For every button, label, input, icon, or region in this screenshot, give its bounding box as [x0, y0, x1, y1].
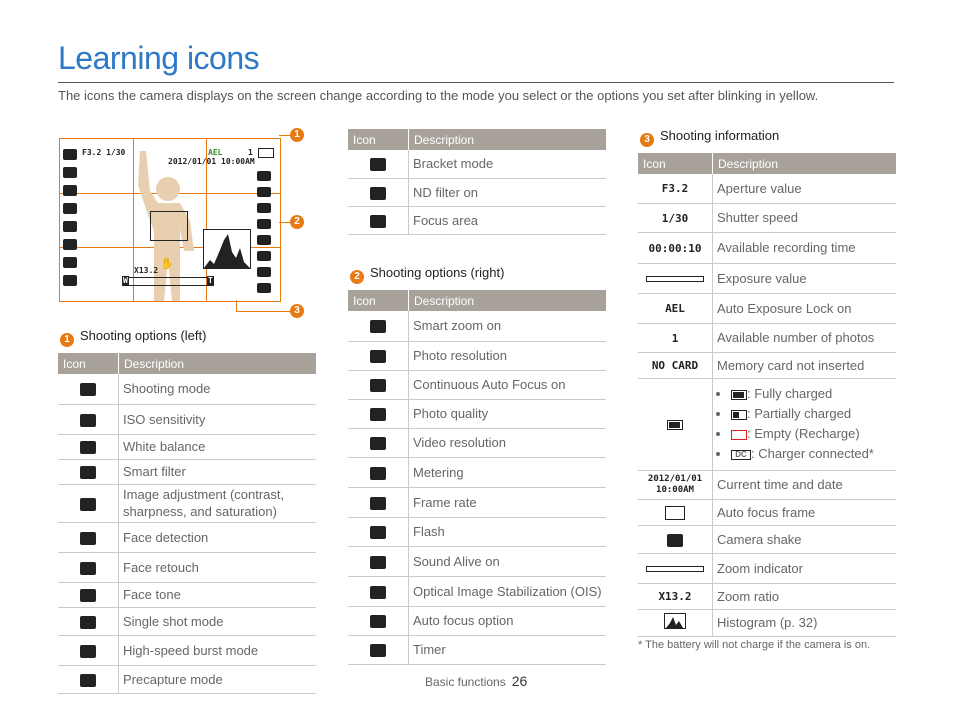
table-left: [58, 353, 316, 694]
icon-cell: [348, 546, 409, 576]
page-title: Learning icons: [58, 40, 260, 76]
table-row: [58, 582, 316, 607]
callout-3: 3: [290, 304, 304, 318]
section-title: Shooting options (left): [80, 328, 207, 343]
icon-cell: [348, 311, 409, 341]
frame-rate-icon: [370, 497, 386, 510]
icon-cell: [58, 404, 119, 434]
screen-photos: 1: [248, 148, 253, 157]
screen-right-icons: [257, 171, 273, 299]
icon-cell: [58, 607, 119, 635]
table-row: [348, 606, 606, 635]
metering-icon: [370, 467, 386, 480]
list-item: [731, 404, 892, 424]
description-cell: Continuous Auto Focus on: [409, 370, 607, 399]
description-cell: Camera shake: [713, 525, 897, 553]
table-top: [348, 129, 606, 235]
screen-aperture-shutter: [82, 148, 125, 157]
camera-screen-diagram: [59, 138, 281, 302]
table-row: [638, 323, 896, 352]
video-resolution-icon: [370, 437, 386, 450]
table-row: [348, 341, 606, 370]
icon-cell: [638, 470, 713, 499]
table-info: [638, 153, 896, 637]
high-speed-burst-icon: [80, 645, 96, 658]
section-number: 3: [640, 133, 654, 147]
icon-label: AEL: [665, 302, 685, 315]
icon-cell: [348, 399, 409, 428]
description-cell: ND filter on: [409, 178, 607, 206]
callout-line: [236, 300, 237, 311]
icon-cell: [58, 665, 119, 693]
screen-zoom-bar: [122, 277, 214, 286]
icon-cell: [348, 206, 409, 234]
shooting-mode-icon: [80, 383, 96, 396]
icon-label: 1: [671, 331, 679, 345]
description-cell: Smart zoom on: [409, 311, 607, 341]
battery-icon: [731, 410, 747, 420]
screen-battery-icon: [258, 148, 274, 158]
caf-icon: [370, 379, 386, 392]
table-row: [348, 399, 606, 428]
focus-area-icon: [370, 215, 386, 228]
callout-line: [236, 311, 291, 312]
icon-cell: [348, 178, 409, 206]
description-cell: Precapture mode: [119, 665, 317, 693]
table-row: [638, 553, 896, 583]
timer-icon: [370, 644, 386, 657]
icon-cell: [638, 203, 713, 232]
table-row: [348, 311, 606, 341]
ois-icon: [370, 586, 386, 599]
table-row: [638, 470, 896, 499]
table-row: [638, 583, 896, 609]
description-cell: Sound Alive on: [409, 546, 607, 576]
icon-cell: [638, 293, 713, 323]
description-cell: Face detection: [119, 522, 317, 552]
icon-cell: [638, 378, 713, 470]
face-tone-icon: [80, 589, 96, 602]
battery-icon: [731, 430, 747, 440]
photo-resolution-icon: [370, 350, 386, 363]
icon-cell: [348, 635, 409, 664]
icon-cell: [348, 150, 409, 178]
list-item: [731, 384, 892, 404]
icon-cell: [638, 263, 713, 293]
table-right: [348, 290, 606, 665]
description-cell: Memory card not inserted: [713, 352, 897, 378]
icon-cell: [58, 522, 119, 552]
icon-cell: [638, 499, 713, 525]
af-option-icon: [370, 615, 386, 628]
description-cell: Available recording time: [713, 232, 897, 263]
description-cell: Zoom ratio: [713, 583, 897, 609]
table-row: [58, 522, 316, 552]
col-icon: Icon: [348, 129, 409, 150]
description-cell: Available number of photos: [713, 323, 897, 352]
icon-cell: [58, 635, 119, 665]
description-cell: High-speed burst mode: [119, 635, 317, 665]
description-cell: Histogram (p. 32): [713, 609, 897, 636]
table-row: [348, 428, 606, 457]
description-cell: Metering: [409, 457, 607, 487]
description-cell: Zoom indicator: [713, 553, 897, 583]
table-row: [348, 178, 606, 206]
icon-cell: [348, 370, 409, 399]
description-cell: Face tone: [119, 582, 317, 607]
table-row: [638, 203, 896, 232]
table-row: [638, 293, 896, 323]
icon-cell: [348, 606, 409, 635]
page-footer: [425, 673, 527, 689]
screen-histogram: [203, 229, 251, 269]
table-row: [58, 635, 316, 665]
description-cell: Bracket mode: [409, 150, 607, 178]
table-row: [348, 457, 606, 487]
description-cell: White balance: [119, 434, 317, 459]
icon-cell: [348, 428, 409, 457]
screen-zoom-w: W: [123, 276, 128, 285]
icon-cell: [638, 553, 713, 583]
description-cell: Face retouch: [119, 552, 317, 582]
battery-status-label: : Charger connected*: [751, 446, 874, 461]
table-row: [348, 546, 606, 576]
icon-cell: [58, 484, 119, 522]
icon-cell: [638, 232, 713, 263]
icon-label: 00:00:10: [648, 241, 702, 255]
screen-ael: AEL: [208, 148, 223, 157]
section-title: Shooting options (right): [370, 265, 505, 280]
table-row: [638, 499, 896, 525]
icon-cell: [348, 576, 409, 606]
col-icon: Icon: [58, 353, 119, 374]
icon-cell: [638, 609, 713, 636]
face-detection-icon: [80, 532, 96, 545]
description-cell: Frame rate: [409, 487, 607, 517]
table-row: [638, 174, 896, 203]
description-cell: [713, 378, 897, 470]
battery-icon: [667, 420, 683, 430]
icon-cell: [348, 341, 409, 370]
battery-icon: [731, 390, 747, 400]
icon-label: 1/30: [661, 211, 689, 225]
icon-cell: [638, 583, 713, 609]
description-cell: Exposure value: [713, 263, 897, 293]
title-rule: [58, 82, 894, 83]
camera-shake-icon: [667, 534, 683, 547]
table-row: [638, 232, 896, 263]
description-cell: Smart filter: [119, 459, 317, 484]
flash-icon: [370, 526, 386, 539]
col-description: Description: [119, 353, 317, 374]
table-row: [58, 459, 316, 484]
section-info-heading: [640, 128, 779, 147]
table-row: [348, 150, 606, 178]
description-cell: Auto focus frame: [713, 499, 897, 525]
screen-left-icons: [63, 149, 79, 293]
table-row: [348, 517, 606, 546]
screen-shutter: 1/30: [106, 148, 126, 157]
section-number: 2: [350, 270, 364, 284]
bracket-icon: [370, 158, 386, 171]
icon-cell: [638, 525, 713, 553]
battery-status-label: : Partially charged: [747, 406, 852, 421]
precapture-icon: [80, 674, 96, 687]
battery-status-label: : Empty (Recharge): [747, 426, 860, 441]
description-cell: ISO sensitivity: [119, 404, 317, 434]
description-cell: Current time and date: [713, 470, 897, 499]
exposure-value-icon: [646, 276, 704, 282]
screen-zoom-ratio: X13.2: [134, 266, 159, 275]
intro-text: The icons the camera displays on the screen change according to the mode you select or the options you set after blinking in yellow.: [58, 88, 819, 103]
icon-label: 2012/01/01 10:00AM: [647, 473, 703, 495]
page-number: 26: [511, 673, 528, 689]
battery-footnote: * The battery will not charge if the camera is on.: [638, 639, 871, 651]
icon-cell: [638, 352, 713, 378]
description-cell: Auto Exposure Lock on: [713, 293, 897, 323]
icon-cell: [58, 459, 119, 484]
charger-icon: DC: [731, 450, 751, 460]
screen-af-frame: [150, 211, 188, 241]
icon-cell: [638, 323, 713, 352]
face-retouch-icon: [80, 562, 96, 575]
table-row: [638, 609, 896, 636]
list-item: [731, 424, 892, 444]
table-row: [348, 576, 606, 606]
col-description: Description: [409, 290, 607, 311]
table-row: [348, 206, 606, 234]
icon-cell: [58, 552, 119, 582]
section-right-heading: [350, 265, 504, 284]
description-cell: Single shot mode: [119, 607, 317, 635]
section-number: 1: [60, 333, 74, 347]
iso-icon: [80, 414, 96, 427]
description-cell: Flash: [409, 517, 607, 546]
icon-cell: [348, 517, 409, 546]
sound-alive-icon: [370, 556, 386, 569]
table-row: [58, 552, 316, 582]
description-cell: Photo resolution: [409, 341, 607, 370]
icon-cell: [638, 174, 713, 203]
table-row: [638, 378, 896, 470]
description-cell: Timer: [409, 635, 607, 664]
list-item: [731, 444, 892, 464]
icon-label: NO CARD: [651, 359, 699, 372]
col-icon: Icon: [348, 290, 409, 311]
white-balance-icon: [80, 441, 96, 454]
table-row: [348, 487, 606, 517]
smart-filter-icon: [80, 466, 96, 479]
table-row: [638, 263, 896, 293]
icon-cell: [348, 487, 409, 517]
callout-1: 1: [290, 128, 304, 142]
footer-section: Basic functions: [425, 675, 506, 689]
table-row: [638, 525, 896, 553]
description-cell: Image adjustment (contrast, sharpness, and saturation): [119, 484, 317, 522]
screen-date-time: [168, 157, 255, 166]
table-row: [58, 434, 316, 459]
icon-cell: [58, 434, 119, 459]
screen-zoom-t: T: [208, 276, 213, 285]
screen-aperture: F3.2: [82, 148, 102, 157]
single-shot-icon: [80, 616, 96, 629]
photo-quality-icon: [370, 408, 386, 421]
description-cell: Focus area: [409, 206, 607, 234]
table-row: [348, 370, 606, 399]
section-left-heading: [60, 328, 206, 347]
section-title: Shooting information: [660, 128, 780, 143]
icon-label: F3.2: [661, 182, 689, 196]
icon-cell: [348, 457, 409, 487]
nd-filter-icon: [370, 187, 386, 200]
icon-label: X13.2: [658, 590, 692, 603]
histogram-icon: [664, 613, 686, 629]
callout-2: 2: [290, 215, 304, 229]
description-cell: Photo quality: [409, 399, 607, 428]
screen-camera-shake-icon: ✋: [160, 257, 174, 270]
description-cell: Shutter speed: [713, 203, 897, 232]
col-icon: Icon: [638, 153, 713, 174]
screen-date: 2012/01/01: [168, 157, 217, 166]
col-description: Description: [409, 129, 607, 150]
icon-cell: [58, 374, 119, 404]
table-row: [58, 404, 316, 434]
table-row: [58, 374, 316, 404]
col-description: Description: [713, 153, 897, 174]
description-cell: Video resolution: [409, 428, 607, 457]
table-row: [638, 352, 896, 378]
af-frame-icon: [665, 506, 685, 520]
battery-status-label: : Fully charged: [747, 386, 833, 401]
table-row: [58, 607, 316, 635]
screen-time: 10:00AM: [221, 157, 255, 166]
description-cell: Auto focus option: [409, 606, 607, 635]
smart-zoom-icon: [370, 320, 386, 333]
zoom-indicator-icon: [646, 566, 704, 572]
table-row: [58, 484, 316, 522]
description-cell: Optical Image Stabilization (OIS): [409, 576, 607, 606]
description-cell: Shooting mode: [119, 374, 317, 404]
table-row: [348, 635, 606, 664]
battery-status-list: [717, 384, 892, 464]
table-row: [58, 665, 316, 693]
icon-cell: [58, 582, 119, 607]
image-adjustment-icon: [80, 498, 96, 511]
description-cell: Aperture value: [713, 174, 897, 203]
